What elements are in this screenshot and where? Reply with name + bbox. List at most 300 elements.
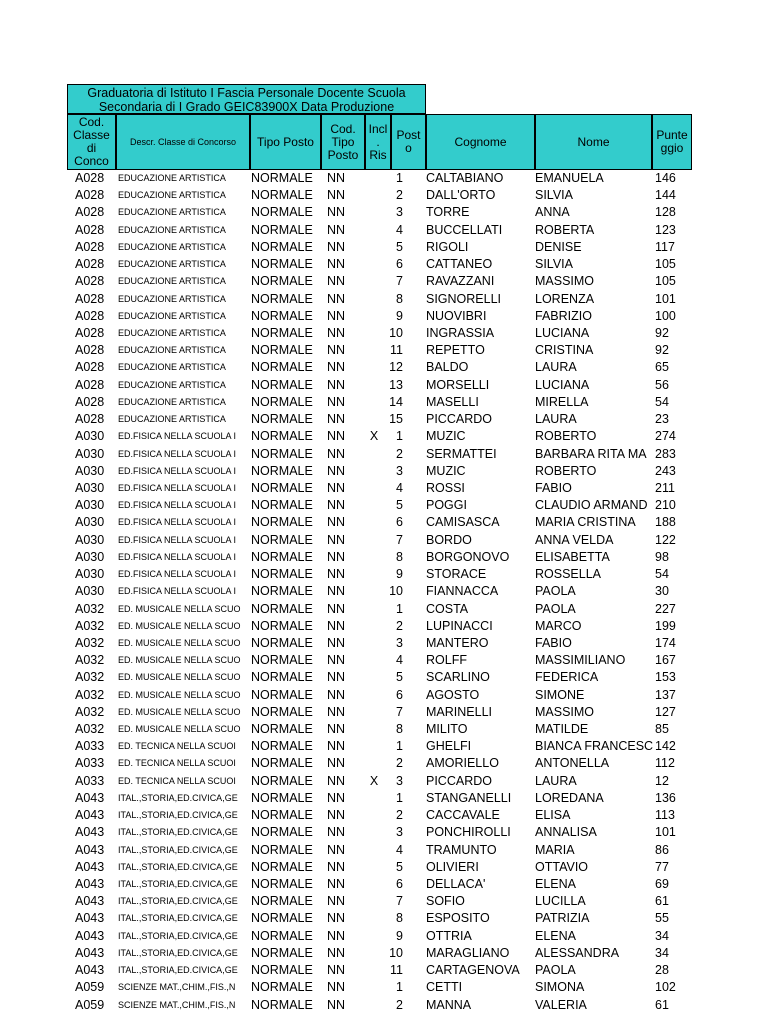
- posto-cell: 5: [396, 670, 403, 685]
- punteggio-cell: 12: [655, 773, 669, 788]
- tipo-posto-cell: NORMALE: [251, 894, 313, 909]
- cod-classe-cell: A030: [75, 584, 105, 599]
- incl-ris-cell: [367, 480, 381, 497]
- descr-classe-cell: ED.FISICA NELLA SCUOLA I: [118, 551, 237, 562]
- descr-classe-cell: ED. TECNICA NELLA SCUOI: [118, 775, 236, 786]
- table-row: [0, 308, 768, 325]
- descr-classe-cell: SCIENZE MAT.,CHIM.,FIS.,N: [118, 982, 236, 993]
- cod-classe-cell: A043: [75, 825, 105, 840]
- cod-classe-cell: A030: [75, 515, 105, 530]
- table-row: [0, 807, 768, 824]
- punteggio-cell: 77: [655, 859, 669, 874]
- nome-cell: ANNA: [535, 205, 570, 220]
- cod-classe-cell: A030: [75, 532, 105, 547]
- table-row: [0, 618, 768, 635]
- header-cognome: Cognome: [426, 114, 535, 170]
- cod-tipo-posto-cell: NN: [327, 635, 346, 650]
- cod-classe-cell: A028: [75, 394, 105, 409]
- tipo-posto-cell: NORMALE: [251, 446, 313, 461]
- cognome-cell: MANTERO: [426, 635, 489, 650]
- posto-cell: 6: [396, 515, 403, 530]
- cognome-cell: CAMISASCA: [426, 515, 500, 530]
- cod-classe-cell: A043: [75, 842, 105, 857]
- header-posto: Post o: [391, 114, 426, 170]
- tipo-posto-cell: NORMALE: [251, 291, 313, 306]
- descr-classe-cell: ITAL.,STORIA,ED.CIVICA,GE: [118, 930, 238, 941]
- cognome-cell: AMORIELLO: [426, 756, 499, 771]
- punteggio-cell: 61: [655, 997, 669, 1012]
- table-row: [0, 635, 768, 652]
- nome-cell: LAURA: [535, 412, 577, 427]
- incl-ris-cell: [367, 532, 381, 549]
- descr-classe-cell: EDUCAZIONE ARTISTICA: [118, 362, 226, 373]
- tipo-posto-cell: NORMALE: [251, 257, 313, 272]
- cognome-cell: BORDO: [426, 532, 472, 547]
- table-row: [0, 256, 768, 273]
- table-row: [0, 566, 768, 583]
- nome-cell: MASSIMILIANO: [535, 653, 626, 668]
- punteggio-cell: 117: [655, 239, 675, 254]
- tipo-posto-cell: NORMALE: [251, 980, 313, 995]
- cognome-cell: SOFIO: [426, 894, 465, 909]
- punteggio-cell: 92: [655, 325, 669, 340]
- table-row: [0, 859, 768, 876]
- cod-classe-cell: A032: [75, 653, 105, 668]
- descr-classe-cell: ITAL.,STORIA,ED.CIVICA,GE: [118, 879, 238, 890]
- tipo-posto-cell: NORMALE: [251, 188, 313, 203]
- punteggio-cell: 85: [655, 722, 669, 737]
- punteggio-cell: 23: [655, 412, 669, 427]
- table-row: [0, 170, 768, 187]
- tipo-posto-cell: NORMALE: [251, 687, 313, 702]
- posto-cell: 13: [389, 377, 403, 392]
- cod-tipo-posto-cell: NN: [327, 222, 346, 237]
- posto-cell: 4: [396, 222, 403, 237]
- nome-cell: ALESSANDRA: [535, 945, 620, 960]
- posto-cell: 7: [396, 894, 403, 909]
- posto-cell: 8: [396, 291, 403, 306]
- cod-tipo-posto-cell: NN: [327, 739, 346, 754]
- tipo-posto-cell: NORMALE: [251, 171, 313, 185]
- cognome-cell: MILITO: [426, 722, 468, 737]
- nome-cell: LUCIANA: [535, 377, 590, 392]
- cod-classe-cell: A028: [75, 360, 105, 375]
- descr-classe-cell: EDUCAZIONE ARTISTICA: [118, 293, 226, 304]
- tipo-posto-cell: NORMALE: [251, 722, 313, 737]
- posto-cell: 5: [396, 859, 403, 874]
- nome-cell: PAOLA: [535, 963, 576, 978]
- cod-classe-cell: A028: [75, 188, 105, 203]
- table-row: [0, 446, 768, 463]
- table-row: [0, 687, 768, 704]
- cod-classe-cell: A028: [75, 377, 105, 392]
- table-row: [0, 222, 768, 239]
- cognome-cell: CACCAVALE: [426, 808, 500, 823]
- nome-cell: SILVIA: [535, 257, 573, 272]
- cod-tipo-posto-cell: NN: [327, 377, 346, 392]
- tipo-posto-cell: NORMALE: [251, 618, 313, 633]
- posto-cell: 7: [396, 274, 403, 289]
- incl-ris-cell: [367, 962, 381, 979]
- cod-tipo-posto-cell: NN: [327, 911, 346, 926]
- punteggio-cell: 123: [655, 222, 676, 237]
- punteggio-cell: 101: [655, 291, 676, 306]
- table-row: [0, 204, 768, 221]
- punteggio-cell: 188: [655, 515, 676, 530]
- cod-classe-cell: A030: [75, 463, 105, 478]
- punteggio-cell: 174: [655, 635, 676, 650]
- cod-tipo-posto-cell: NN: [327, 670, 346, 685]
- incl-ris-cell: [367, 738, 381, 755]
- incl-ris-cell: [367, 928, 381, 945]
- cod-classe-cell: A028: [75, 205, 105, 220]
- posto-cell: 2: [396, 618, 403, 633]
- cod-classe-cell: A028: [75, 291, 105, 306]
- tipo-posto-cell: NORMALE: [251, 498, 313, 513]
- posto-cell: 2: [396, 808, 403, 823]
- cod-tipo-posto-cell: NN: [327, 343, 346, 358]
- table-row: [0, 273, 768, 290]
- cod-tipo-posto-cell: NN: [327, 704, 346, 719]
- descr-classe-cell: ED.FISICA NELLA SCUOLA I: [118, 465, 237, 476]
- descr-classe-cell: ED.FISICA NELLA SCUOLA I: [118, 482, 237, 493]
- posto-cell: 2: [396, 997, 403, 1012]
- punteggio-cell: 28: [655, 963, 669, 978]
- tipo-posto-cell: NORMALE: [251, 584, 313, 599]
- posto-cell: 6: [396, 877, 403, 892]
- incl-ris-cell: [367, 394, 381, 411]
- cod-tipo-posto-cell: NN: [327, 722, 346, 737]
- cod-classe-cell: A028: [75, 412, 105, 427]
- posto-cell: 4: [396, 842, 403, 857]
- tipo-posto-cell: NORMALE: [251, 274, 313, 289]
- posto-cell: 1: [396, 790, 403, 805]
- nome-cell: ELISABETTA: [535, 549, 610, 564]
- tipo-posto-cell: NORMALE: [251, 670, 313, 685]
- incl-ris-cell: X: [369, 429, 379, 444]
- tipo-posto-cell: NORMALE: [251, 549, 313, 564]
- posto-cell: 3: [396, 463, 403, 478]
- cognome-cell: SIGNORELLI: [426, 291, 502, 306]
- cod-classe-cell: A043: [75, 808, 105, 823]
- descr-classe-cell: EDUCAZIONE ARTISTICA: [118, 241, 226, 252]
- cod-classe-cell: A028: [75, 171, 105, 185]
- cognome-cell: RIGOLI: [426, 239, 469, 254]
- cod-classe-cell: A032: [75, 635, 105, 650]
- cod-classe-cell: A028: [75, 325, 105, 340]
- punteggio-cell: 101: [655, 825, 676, 840]
- nome-cell: FABIO: [535, 480, 572, 495]
- cod-classe-cell: A028: [75, 239, 105, 254]
- table-row: [0, 394, 768, 411]
- cognome-cell: OTTRIA: [426, 928, 472, 943]
- punteggio-cell: 92: [655, 343, 669, 358]
- cod-classe-cell: A033: [75, 773, 105, 788]
- header-tipo-posto: Tipo Posto: [250, 114, 321, 170]
- nome-cell: MATILDE: [535, 722, 589, 737]
- descr-classe-cell: ED.FISICA NELLA SCUOLA I: [118, 500, 237, 511]
- table-row: [0, 962, 768, 979]
- incl-ris-cell: [367, 222, 381, 239]
- cod-classe-cell: A028: [75, 274, 105, 289]
- posto-cell: 8: [396, 911, 403, 926]
- incl-ris-cell: [367, 497, 381, 514]
- punteggio-cell: 142: [655, 739, 676, 754]
- incl-ris-cell: [367, 514, 381, 531]
- tipo-posto-cell: NORMALE: [251, 515, 313, 530]
- cognome-cell: CATTANEO: [426, 257, 493, 272]
- cod-tipo-posto-cell: NN: [327, 515, 346, 530]
- punteggio-cell: 137: [655, 687, 676, 702]
- cod-tipo-posto-cell: NN: [327, 429, 346, 444]
- posto-cell: 1: [396, 601, 403, 616]
- punteggio-cell: 153: [655, 670, 676, 685]
- cod-classe-cell: A030: [75, 446, 105, 461]
- cognome-cell: ROLFF: [426, 653, 467, 668]
- incl-ris-cell: [367, 859, 381, 876]
- posto-cell: 5: [396, 239, 403, 254]
- cognome-cell: PICCARDO: [426, 412, 492, 427]
- cod-tipo-posto-cell: NN: [327, 257, 346, 272]
- nome-cell: OTTAVIO: [535, 859, 589, 874]
- descr-classe-cell: EDUCAZIONE ARTISTICA: [118, 345, 226, 356]
- cognome-cell: MANNA: [426, 997, 472, 1012]
- cognome-cell: OLIVIERI: [426, 859, 479, 874]
- cod-classe-cell: A032: [75, 704, 105, 719]
- descr-classe-cell: ED. MUSICALE NELLA SCUO: [118, 672, 241, 683]
- descr-classe-cell: ED. MUSICALE NELLA SCUO: [118, 689, 241, 700]
- tipo-posto-cell: NORMALE: [251, 394, 313, 409]
- cognome-cell: TORRE: [426, 205, 470, 220]
- incl-ris-cell: [367, 790, 381, 807]
- tipo-posto-cell: NORMALE: [251, 205, 313, 220]
- table-row: [0, 514, 768, 531]
- cod-classe-cell: A059: [75, 997, 105, 1012]
- nome-cell: MIRELLA: [535, 394, 589, 409]
- nome-cell: ANTONELLA: [535, 756, 610, 771]
- nome-cell: ANNALISA: [535, 825, 597, 840]
- punteggio-cell: 56: [655, 377, 669, 392]
- cognome-cell: PICCARDO: [426, 773, 492, 788]
- incl-ris-cell: [367, 687, 381, 704]
- nome-cell: VALERIA: [535, 997, 587, 1012]
- punteggio-cell: 105: [655, 274, 676, 289]
- nome-cell: FABRIZIO: [535, 308, 592, 323]
- incl-ris-cell: [367, 842, 381, 859]
- cognome-cell: CETTI: [426, 980, 463, 995]
- table-row: [0, 583, 768, 600]
- punteggio-cell: 243: [655, 463, 676, 478]
- table-row: [0, 549, 768, 566]
- punteggio-cell: 112: [655, 756, 675, 771]
- descr-classe-cell: EDUCAZIONE ARTISTICA: [118, 224, 226, 235]
- cod-tipo-posto-cell: NN: [327, 859, 346, 874]
- incl-ris-cell: [367, 618, 381, 635]
- descr-classe-cell: ED.FISICA NELLA SCUOLA I: [118, 431, 237, 442]
- tipo-posto-cell: NORMALE: [251, 239, 313, 254]
- cod-classe-cell: A043: [75, 945, 105, 960]
- tipo-posto-cell: NORMALE: [251, 859, 313, 874]
- incl-ris-cell: [367, 755, 381, 772]
- incl-ris-cell: [367, 704, 381, 721]
- posto-cell: 3: [396, 773, 403, 788]
- cognome-cell: CARTAGENOVA: [426, 963, 520, 978]
- tipo-posto-cell: NORMALE: [251, 911, 313, 926]
- cod-tipo-posto-cell: NN: [327, 532, 346, 547]
- cod-tipo-posto-cell: NN: [327, 446, 346, 461]
- table-row: [0, 876, 768, 893]
- nome-cell: ELISA: [535, 808, 571, 823]
- punteggio-cell: 65: [655, 360, 669, 375]
- cognome-cell: CALTABIANO: [426, 171, 504, 185]
- punteggio-cell: 128: [655, 205, 676, 220]
- cod-tipo-posto-cell: NN: [327, 687, 346, 702]
- nome-cell: ROBERTO: [535, 429, 597, 444]
- nome-cell: MARCO: [535, 618, 582, 633]
- incl-ris-cell: [367, 601, 381, 618]
- cod-tipo-posto-cell: NN: [327, 980, 346, 995]
- descr-classe-cell: ED.FISICA NELLA SCUOLA I: [118, 534, 237, 545]
- nome-cell: SIMONA: [535, 980, 585, 995]
- tipo-posto-cell: NORMALE: [251, 308, 313, 323]
- cod-classe-cell: A043: [75, 911, 105, 926]
- nome-cell: ROSSELLA: [535, 567, 602, 582]
- incl-ris-cell: [367, 273, 381, 290]
- posto-cell: 5: [396, 498, 403, 513]
- tipo-posto-cell: NORMALE: [251, 480, 313, 495]
- tipo-posto-cell: NORMALE: [251, 963, 313, 978]
- table-row: [0, 291, 768, 308]
- cognome-cell: STANGANELLI: [426, 790, 512, 805]
- tipo-posto-cell: NORMALE: [251, 877, 313, 892]
- nome-cell: MARIA: [535, 842, 575, 857]
- posto-cell: 15: [389, 412, 403, 427]
- tipo-posto-cell: NORMALE: [251, 756, 313, 771]
- punteggio-cell: 54: [655, 567, 669, 582]
- table-row: [0, 824, 768, 841]
- cod-tipo-posto-cell: NN: [327, 394, 346, 409]
- cod-tipo-posto-cell: NN: [327, 618, 346, 633]
- table-row: [0, 497, 768, 514]
- incl-ris-cell: [367, 549, 381, 566]
- punteggio-cell: 100: [655, 308, 676, 323]
- header-cod-tipo-posto: Cod. Tipo Posto: [321, 114, 365, 170]
- posto-cell: 11: [390, 343, 403, 358]
- tipo-posto-cell: NORMALE: [251, 325, 313, 340]
- posto-cell: 8: [396, 549, 403, 564]
- nome-cell: ROBERTA: [535, 222, 595, 237]
- posto-cell: 2: [396, 446, 403, 461]
- posto-cell: 3: [396, 635, 403, 650]
- tipo-posto-cell: NORMALE: [251, 842, 313, 857]
- cod-classe-cell: A028: [75, 222, 105, 237]
- cognome-cell: MUZIC: [426, 463, 466, 478]
- nome-cell: LUCILLA: [535, 894, 586, 909]
- cognome-cell: MUZIC: [426, 429, 466, 444]
- incl-ris-cell: [367, 910, 381, 927]
- tipo-posto-cell: NORMALE: [251, 412, 313, 427]
- punteggio-cell: 102: [655, 980, 676, 995]
- posto-cell: 7: [396, 704, 403, 719]
- cod-tipo-posto-cell: NN: [327, 963, 346, 978]
- posto-cell: 1: [396, 980, 403, 995]
- posto-cell: 10: [389, 584, 403, 599]
- tipo-posto-cell: NORMALE: [251, 945, 313, 960]
- punteggio-cell: 127: [655, 704, 676, 719]
- descr-classe-cell: ITAL.,STORIA,ED.CIVICA,GE: [118, 827, 238, 838]
- cod-classe-cell: A043: [75, 877, 105, 892]
- tipo-posto-cell: NORMALE: [251, 429, 313, 444]
- descr-classe-cell: ED. MUSICALE NELLA SCUO: [118, 655, 241, 666]
- cognome-cell: DALL'ORTO: [426, 188, 496, 203]
- tipo-posto-cell: NORMALE: [251, 928, 313, 943]
- table-row: [0, 928, 768, 945]
- tipo-posto-cell: NORMALE: [251, 825, 313, 840]
- punteggio-cell: 122: [655, 532, 676, 547]
- cod-tipo-posto-cell: NN: [327, 997, 346, 1012]
- descr-classe-cell: ED. MUSICALE NELLA SCUO: [118, 724, 241, 735]
- punteggio-cell: 136: [655, 790, 676, 805]
- sheet-title-line-1: Graduatoria di Istituto I Fascia Personale Docente Scuola: [87, 86, 406, 100]
- table-row: [0, 893, 768, 910]
- table-row: [0, 704, 768, 721]
- table-row: [0, 910, 768, 927]
- descr-classe-cell: EDUCAZIONE ARTISTICA: [118, 414, 226, 425]
- cod-classe-cell: A033: [75, 739, 105, 754]
- descr-classe-cell: EDUCAZIONE ARTISTICA: [118, 259, 226, 270]
- cod-tipo-posto-cell: NN: [327, 653, 346, 668]
- header-descr-classe: Descr. Classe di Concorso: [116, 114, 250, 170]
- posto-cell: 2: [396, 188, 403, 203]
- incl-ris-cell: [367, 583, 381, 600]
- nome-cell: FABIO: [535, 635, 572, 650]
- table-row: [0, 755, 768, 772]
- cod-tipo-posto-cell: NN: [327, 945, 346, 960]
- cod-classe-cell: A028: [75, 257, 105, 272]
- punteggio-cell: 61: [655, 894, 669, 909]
- cod-classe-cell: A033: [75, 756, 105, 771]
- nome-cell: MARIA CRISTINA: [535, 515, 636, 530]
- posto-cell: 10: [389, 325, 403, 340]
- sheet-title: [67, 84, 426, 114]
- incl-ris-cell: X: [369, 773, 379, 788]
- cognome-cell: MARAGLIANO: [426, 945, 510, 960]
- cod-tipo-posto-cell: NN: [327, 549, 346, 564]
- nome-cell: PAOLA: [535, 601, 576, 616]
- punteggio-cell: 30: [655, 584, 669, 599]
- table-row: [0, 601, 768, 618]
- descr-classe-cell: ITAL.,STORIA,ED.CIVICA,GE: [118, 861, 238, 872]
- cognome-cell: MORSELLI: [426, 377, 490, 392]
- posto-cell: 14: [389, 394, 403, 409]
- incl-ris-cell: [367, 411, 381, 428]
- table-row: [0, 411, 768, 428]
- cod-tipo-posto-cell: NN: [327, 480, 346, 495]
- incl-ris-cell: [367, 325, 381, 342]
- descr-classe-cell: EDUCAZIONE ARTISTICA: [118, 276, 226, 287]
- cod-classe-cell: A028: [75, 308, 105, 323]
- posto-cell: 9: [396, 567, 403, 582]
- posto-cell: 9: [396, 308, 403, 323]
- descr-classe-cell: EDUCAZIONE ARTISTICA: [118, 310, 226, 321]
- posto-cell: 8: [396, 722, 403, 737]
- cod-tipo-posto-cell: NN: [327, 877, 346, 892]
- table-row: [0, 669, 768, 686]
- cod-tipo-posto-cell: NN: [327, 308, 346, 323]
- posto-cell: 3: [396, 825, 403, 840]
- cognome-cell: REPETTO: [426, 343, 485, 358]
- cod-classe-cell: A043: [75, 790, 105, 805]
